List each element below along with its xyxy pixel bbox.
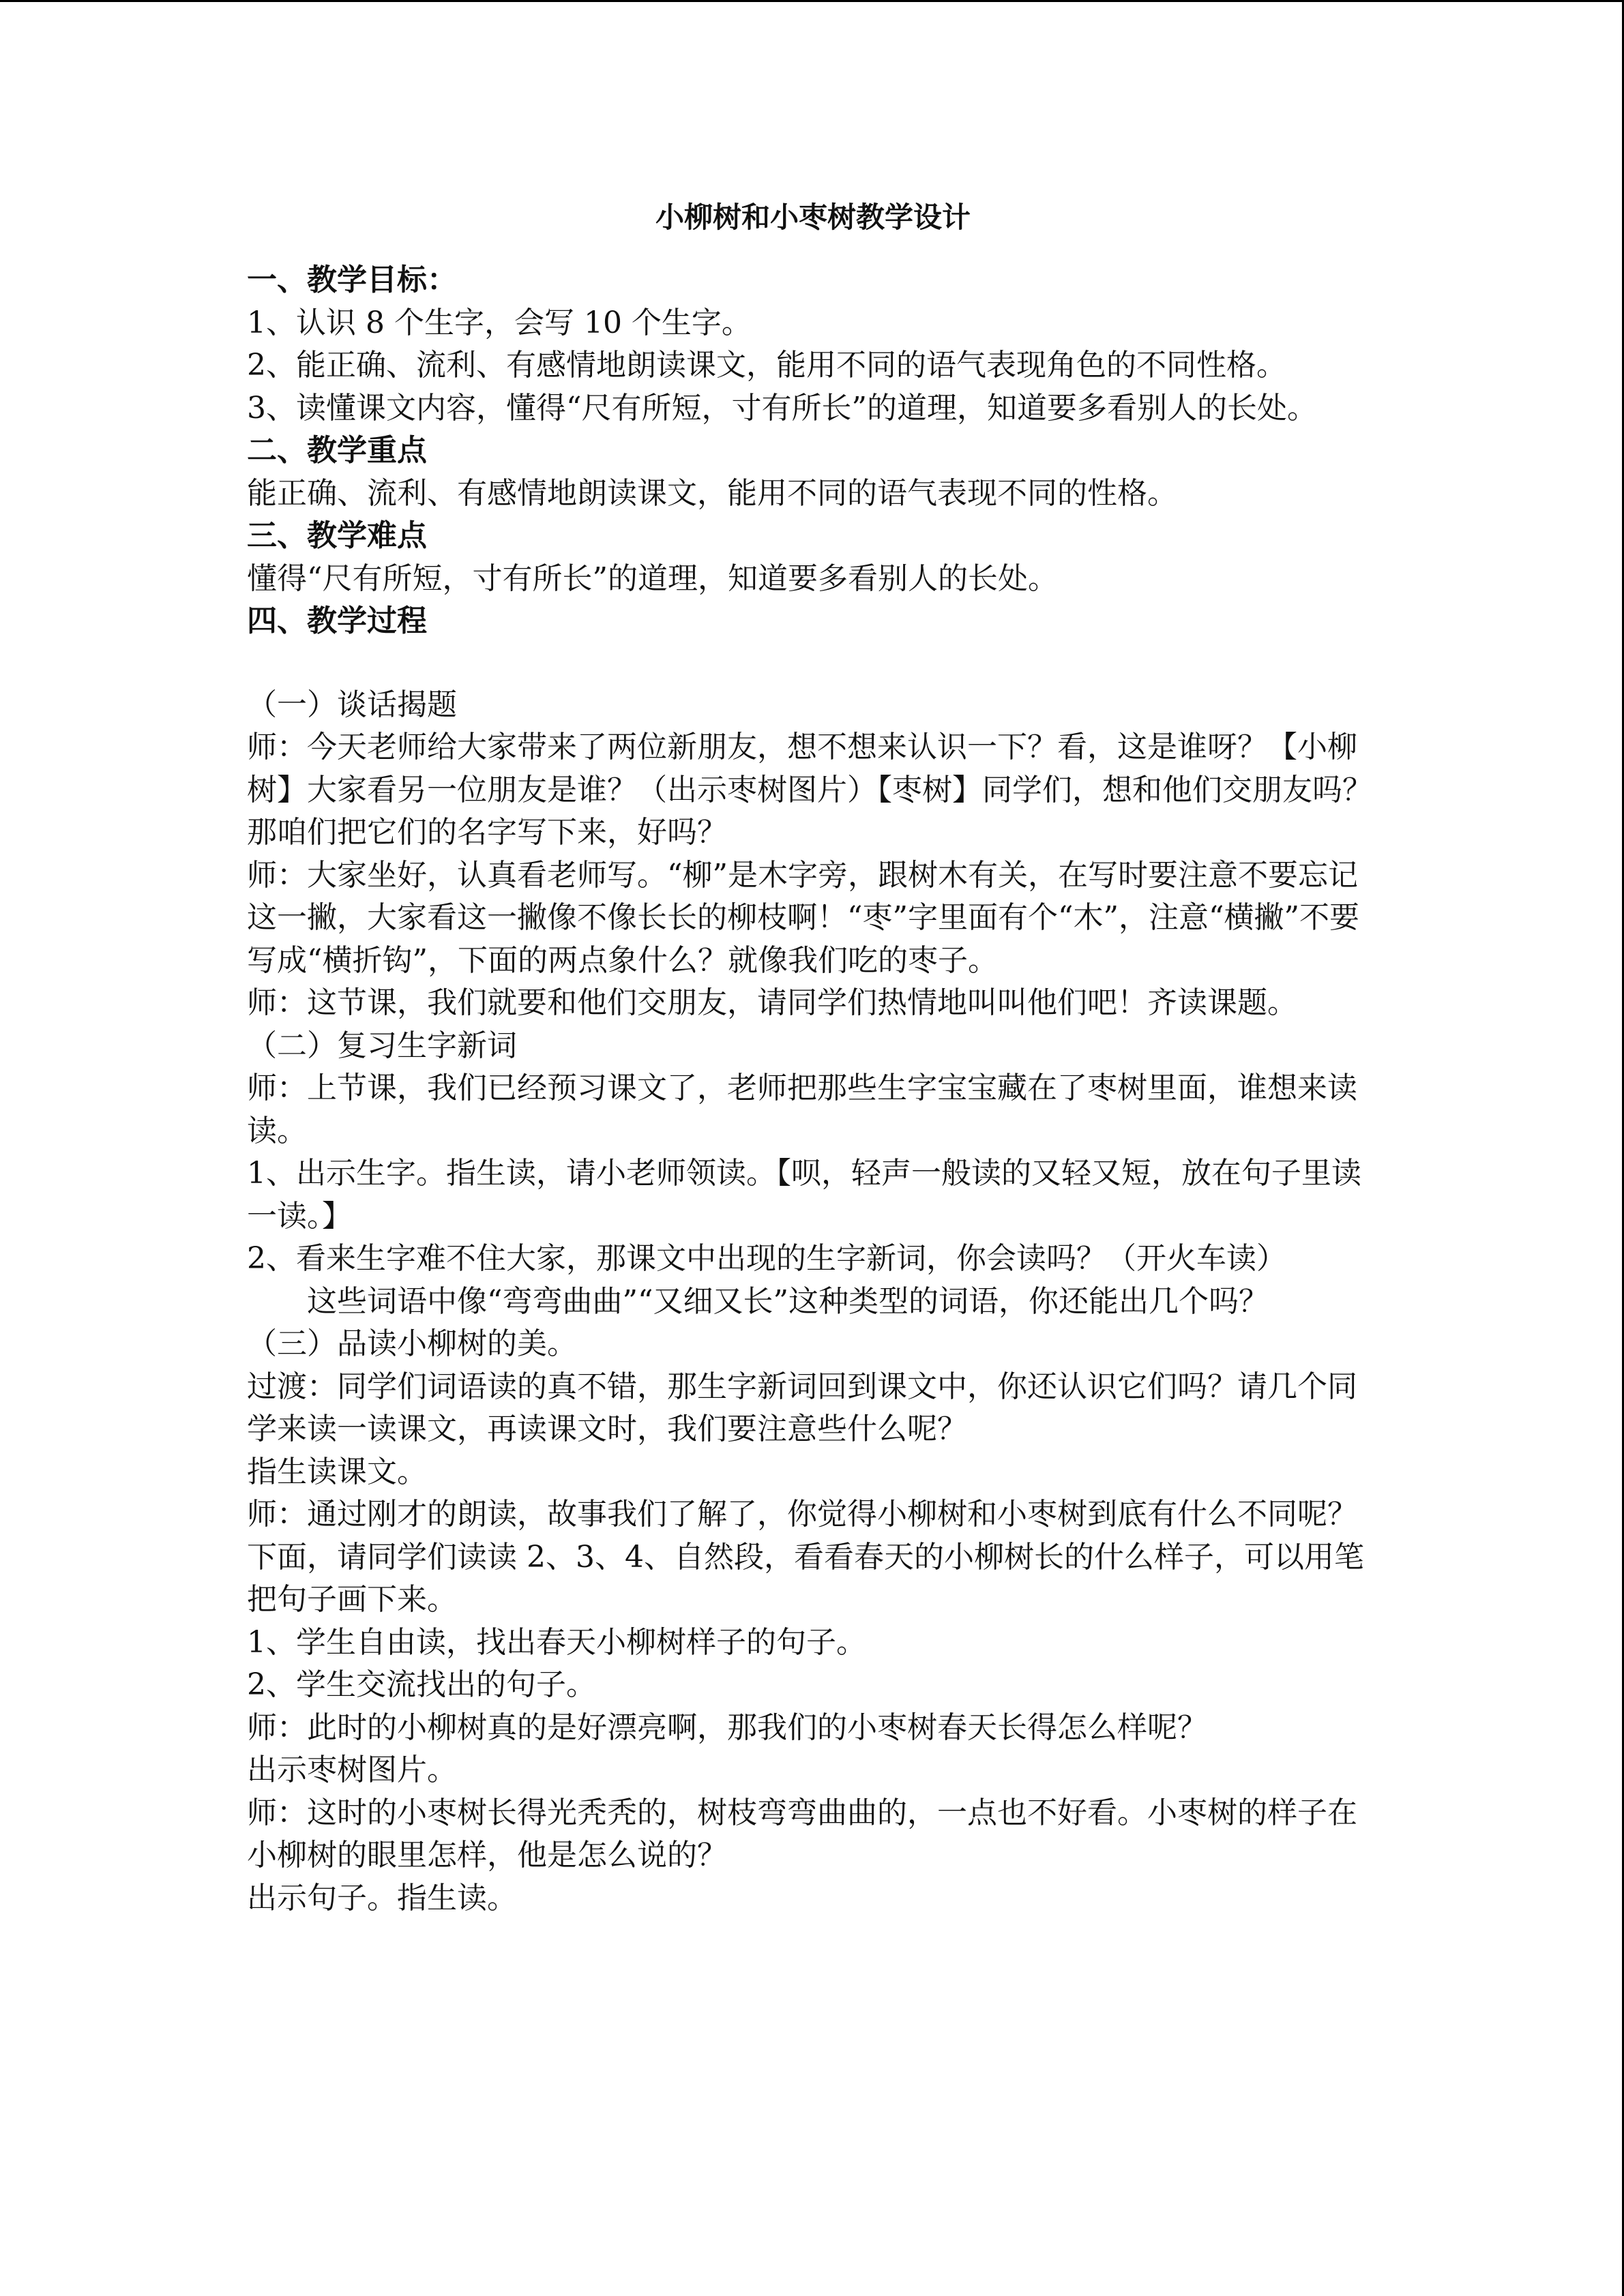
spacer xyxy=(247,643,1379,684)
part-heading-introduction: （一）谈话揭题 xyxy=(247,687,457,722)
introduction-paragraph-3: 师：这节课，我们就要和他们交朋友，请同学们热情地叫叫他们吧！齐读课题。 xyxy=(247,985,1297,1020)
reading-paragraph-4: 1、学生自由读，找出春天小柳树样子的句子。 xyxy=(247,1624,866,1660)
reading-paragraph-2: 指生读课文。 xyxy=(247,1454,427,1489)
reading-paragraph-5: 2、学生交流找出的句子。 xyxy=(247,1667,596,1702)
difficulties-text: 懂得“尺有所短，寸有所长”的道理，知道要多看别人的长处。 xyxy=(247,561,1058,596)
reading-paragraph-3: 师：通过刚才的朗读，故事我们了解了，你觉得小柳树和小枣树到底有什么不同呢？下面，请同学们读读 2、3、4、自然段，看看春天的小柳树长的什么样子，可以用笔把句子画下来。 xyxy=(247,1497,1364,1617)
key-points-text: 能正确、流利、有感情地朗读课文，能用不同的语气表现不同的性格。 xyxy=(247,475,1177,511)
section-heading-process: 四、教学过程 xyxy=(247,603,427,638)
part-heading-review: （二）复习生字新词 xyxy=(247,1028,517,1063)
review-paragraph-2: 1、出示生字。指生读，请小老师领读。【呗，轻声一般读的又轻又短，放在句子里读一读。】 xyxy=(247,1156,1361,1234)
reading-paragraph-8: 师：这时的小枣树长得光秃秃的，树枝弯弯曲曲的，一点也不好看。小枣树的样子在小柳树的眼里怎样，他是怎么说的？ xyxy=(247,1795,1357,1873)
review-paragraph-4: 这些词语中像“弯弯曲曲”“又细又长”这种类型的词语，你还能出几个吗？ xyxy=(307,1283,1269,1319)
objective-item-1: 1、认识 8 个生字，会写 10 个生字。 xyxy=(247,305,752,340)
review-paragraph-1: 师：上节课，我们已经预习课文了，老师把那些生字宝宝藏在了枣树里面，谁想来读读。 xyxy=(247,1071,1357,1148)
part-heading-reading: （三）品读小柳树的美。 xyxy=(247,1326,577,1361)
review-paragraph-3: 2、看来生字难不住大家，那课文中出现的生字新词，你会读吗？（开火车读） xyxy=(247,1241,1286,1276)
section-heading-difficulties: 三、教学难点 xyxy=(247,518,427,553)
introduction-paragraph-1: 师：今天老师给大家带来了两位新朋友，想不想来认识一下？看，这是谁呀？【小柳树】大家看另一位朋友是谁？（出示枣树图片）【枣树】同学们，想和他们交朋友吗？那咱们把它们的名字写下来，好吗？ xyxy=(247,730,1372,850)
objective-item-2: 2、能正确、流利、有感情地朗读课文，能用不同的语气表现角色的不同性格。 xyxy=(247,348,1286,383)
reading-paragraph-9: 出示句子。指生读。 xyxy=(247,1880,517,1915)
objective-item-3: 3、读懂课文内容，懂得“尺有所短，寸有所长”的道理，知道要多看别人的长处。 xyxy=(247,390,1317,426)
reading-paragraph-6: 师：此时的小柳树真的是好漂亮啊，那我们的小枣树春天长得怎么样呢？ xyxy=(247,1710,1207,1745)
reading-paragraph-7: 出示枣树图片。 xyxy=(247,1753,457,1787)
document-page xyxy=(247,196,1379,1920)
document-title: 小柳树和小枣树教学设计 xyxy=(655,200,971,234)
introduction-paragraph-2: 师：大家坐好，认真看老师写。“柳”是木字旁，跟树木有关，在写时要注意不要忘记这一撇，大家看这一撇像不像长长的柳枝啊！“枣”字里面有个“木”，注意“横撇”不要写成“横折钩”，下面的两点象什么？就像我们吃的枣子。 xyxy=(247,857,1359,978)
reading-paragraph-1: 过渡：同学们词语读的真不错，那生字新词回到课文中，你还认识它们吗？请几个同学来读一读课文，再读课文时，我们要注意些什么呢？ xyxy=(247,1369,1357,1446)
section-heading-objectives: 一、教学目标： xyxy=(247,263,457,297)
section-heading-key-points: 二、教学重点 xyxy=(247,433,427,468)
